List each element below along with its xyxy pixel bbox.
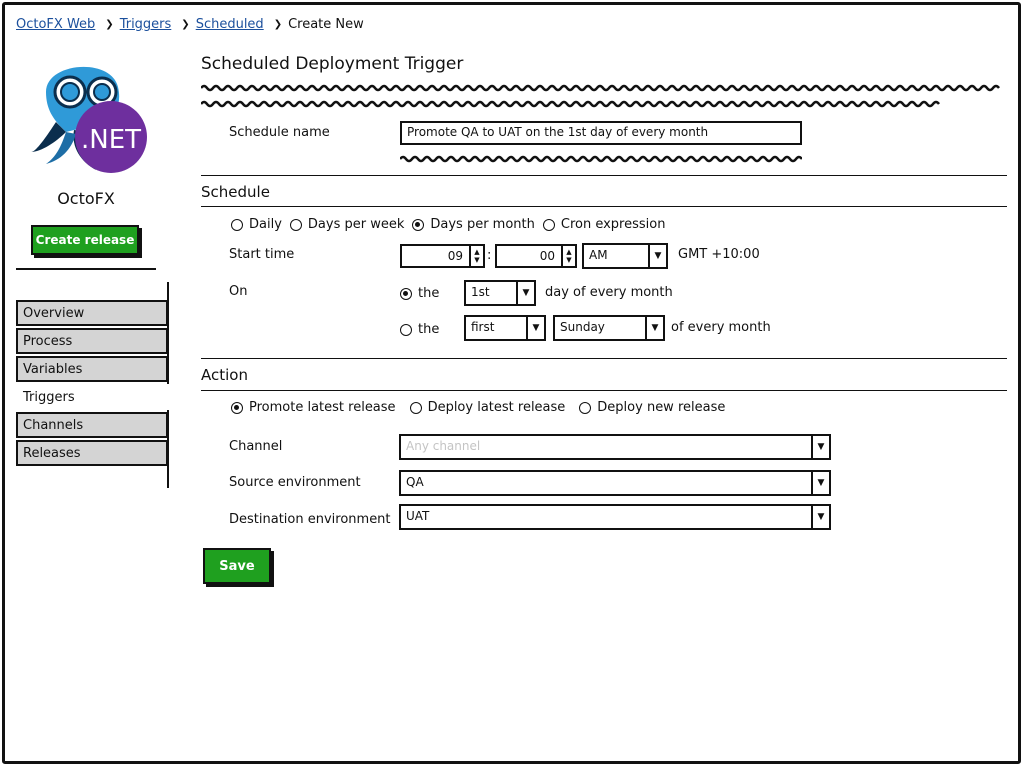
destination-environment-select[interactable] [399,504,831,530]
source-environment-value: QA [406,475,424,489]
chevron-down-icon[interactable]: ▼ [811,472,829,494]
action-type-group [231,400,733,415]
chevron-down-icon[interactable]: ▼ [645,317,663,339]
start-hour-value: 09 [447,249,463,263]
chevron-right-icon: ❯ [105,19,114,30]
radio-circle-icon [290,219,302,231]
radio-on-weekday-of-month[interactable] [400,322,439,337]
radio-label: Cron expression [560,217,666,232]
chevron-down-icon[interactable]: ▼ [516,282,534,304]
channel-placeholder: Any channel [406,439,481,453]
sidebar-item-overview[interactable]: Overview [16,300,168,326]
chevron-right-icon: ❯ [181,19,190,30]
radio-label: Days per week [307,217,405,232]
stepper-arrows-icon[interactable]: ▲ ▼ [469,246,483,266]
radio-label: Daily [249,217,282,232]
start-minute-stepper[interactable] [495,244,577,268]
sidebar-divider [16,268,156,270]
action-section-title: Action [201,366,248,384]
breadcrumb-current: Create New [288,17,364,32]
chevron-down-icon[interactable]: ▼ [811,436,829,458]
breadcrumb-link-scheduled[interactable]: Scheduled [195,17,264,32]
section-divider [201,358,1007,359]
ordinal-value: first [471,320,495,334]
radio-label: the [418,286,440,301]
channel-select[interactable] [399,434,831,460]
radio-circle-icon [579,402,591,414]
chevron-down-icon[interactable]: ▼ [648,245,666,267]
radio-deploy-latest-release[interactable] [410,400,566,415]
weekday-select[interactable] [553,315,665,341]
ordinal-select[interactable] [464,315,546,341]
radio-selected-icon [231,402,243,414]
radio-deploy-new-release[interactable] [579,400,725,415]
radio-circle-icon [400,324,412,336]
day-of-month-value: 1st [471,285,490,299]
day-of-month-select[interactable] [464,280,536,306]
radio-days-per-month[interactable] [412,217,535,232]
radio-label: Promote latest release [249,400,396,415]
radio-circle-icon [543,219,555,231]
start-time-label: Start time [229,247,295,262]
destination-environment-value: UAT [406,509,430,523]
app-name: OctoFX [57,189,115,208]
on-label: On [229,284,248,299]
create-release-button[interactable]: Create release [31,225,139,255]
sidebar-item-releases[interactable]: Releases [16,440,168,466]
schedule-name-input[interactable]: Promote QA to UAT on the 1st day of every month [400,121,802,145]
sidebar-item-channels[interactable]: Channels [16,412,168,438]
radio-circle-icon [231,219,243,231]
schedule-section-title: Schedule [201,183,270,201]
radio-selected-icon [400,288,412,300]
radio-label: Deploy new release [597,400,726,415]
radio-days-per-week[interactable] [290,217,404,232]
section-divider [201,175,1007,176]
sidebar-item-triggers[interactable]: Triggers [16,384,171,410]
radio-promote-latest-release[interactable] [231,400,396,415]
schedule-name-label: Schedule name [229,125,330,140]
chevron-down-icon[interactable]: ▼ [526,317,544,339]
chevron-right-icon: ❯ [273,19,283,30]
meridiem-select[interactable] [582,243,668,269]
chevron-down-icon[interactable]: ▼ [811,506,829,528]
radio-label: Deploy latest release [427,400,566,415]
description-placeholder [201,100,941,108]
sidebar-item-variables[interactable]: Variables [16,356,168,382]
radio-cron-expression[interactable] [543,217,666,232]
day-of-month-suffix: day of every month [545,285,673,300]
breadcrumb-link-triggers[interactable]: Triggers [119,17,172,32]
stepper-arrows-icon[interactable]: ▲ ▼ [561,246,575,266]
start-hour-stepper[interactable] [400,244,485,268]
sidebar-item-process[interactable]: Process [16,328,168,354]
svg-text:.NET: .NET [80,125,142,155]
weekday-suffix: of every month [671,320,771,335]
time-separator: : [487,248,492,263]
page-title: Scheduled Deployment Trigger [201,54,464,74]
radio-label: the [418,322,440,337]
save-button[interactable]: Save [203,548,271,584]
section-divider [201,390,1007,391]
source-environment-select[interactable] [399,470,831,496]
timezone-label: GMT +10:00 [678,247,760,262]
help-text-placeholder [400,155,802,163]
project-logo-icon [26,52,156,182]
radio-label: Days per month [430,217,535,232]
radio-daily[interactable] [231,217,282,232]
section-divider [201,206,1007,207]
source-environment-label: Source environment [229,475,361,490]
start-minute-value: 00 [539,249,555,263]
radio-selected-icon [412,219,424,231]
breadcrumb [16,17,364,32]
radio-circle-icon [410,402,422,414]
destination-environment-label: Destination environment [229,512,391,527]
weekday-value: Sunday [560,320,605,334]
description-placeholder [201,84,1001,92]
breadcrumb-link-octofx-web[interactable]: OctoFX Web [16,17,96,32]
schedule-type-group [231,217,673,232]
meridiem-value: AM [589,248,608,262]
channel-label: Channel [229,439,283,454]
radio-on-day-of-month[interactable] [400,286,439,301]
sidebar-nav [16,300,171,468]
